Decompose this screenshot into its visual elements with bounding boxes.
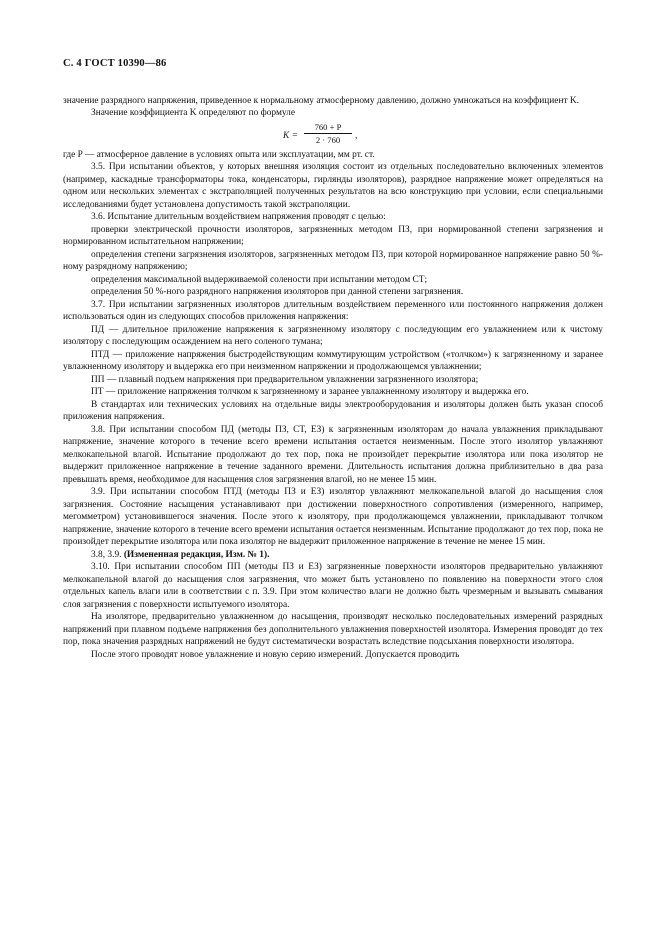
paragraph: проверки электрической прочности изоляторов, загрязненных методом ПЗ, при нормированной степени загрязнения и нормированном испытательном напряжении; xyxy=(63,224,603,247)
paragraph: 3.8. При испытании способом ПД (методы ПЗ, СТ, ЕЗ) к загрязненным изоляторам до начала увлажнения прикладывают напряжение, значение которого в течение всего времени испытания остается неизменным. После этого изолятор увлажняют мелкокапельной влагой. Испытание продолжают до тех пор, пока не произойдет перекрытие изолятора или пока изолятор не выдержит приложенное напряжение в течение заданного времени. Длительность испытания должна приблизительно в два раза превышать время, необходимое для насыщения слоя загрязнения влагой, но не менее 15 мин. xyxy=(63,424,603,485)
paragraph: 3.9. При испытании способом ПТД (методы ПЗ и ЕЗ) изолятор увлажняют мелкокапельной влагой до насыщения слоя загрязнения. Состояние насыщения устанавливают при достижении поверхностного сопротивления (измеренного, например, мегомметром) установившегося значения. После этого к изолятору, при продолжающемся увлажнении, прикладывают толчком напряжение, значение которого в течение всего времени испытания остается неизменным. Испытание продолжают до тех пор, пока не произойдет перекрытие изолятора или пока изолятор не выдержит приложенное напряжение в течение не менее 15 мин. xyxy=(63,487,603,547)
amendment-label: (Измененная редакция, Изм. № 1). xyxy=(123,549,270,560)
paragraph: определения степени загрязнения изоляторов, загрязненных методом ПЗ, при которой нормированное напряжение равно 50 %-ному разрядному напряжению; xyxy=(63,249,603,272)
paragraph: определения максимальной выдерживаемой солености при испытании методом СТ; xyxy=(91,274,428,285)
paragraph: 3.6. Испытание длительным воздействием напряжения проводят с целью: xyxy=(91,212,386,222)
paragraph: 3.10. При испытании способом ПП (методы ПЗ и ЕЗ) загрязненные поверхности изоляторов предварительно увлажняют мелкокапельной влагой до насыщения слоя загрязнения, что может быть установлено по появлению на поверхности этого слоя отдельных капель влаги или в соответствии с п. 3.9. При этом количество влаги не должно быть чрезмерным и вызывать смывания слоя загрязнения с поверхности испытуемого изолятора. xyxy=(63,562,603,610)
paragraph: Значение коэффициента K определяют по формуле xyxy=(91,108,295,118)
formula xyxy=(63,122,603,148)
formula-tail: , xyxy=(355,130,358,141)
page-header: С. 4 ГОСТ 10390—86 xyxy=(63,58,167,69)
amendment-ref: 3.8, 3.9. xyxy=(91,549,122,560)
paragraph: где P — атмосферное давление в условиях опыта или эксплуатации, мм рт. ст. xyxy=(63,149,375,160)
paragraph: На изоляторе, предварительно увлажненном до насыщения, производят несколько последовательных измерений разрядных напряжений при плавном подъеме напряжения без дополнительного увлажнения поверхностей изолятора. Измерения проводят до тех пор, пока значения разрядных напряжений не будут систематически возрастать вследствие подсыхания поверхности изолятора. xyxy=(63,612,603,647)
paragraph: ПТД — приложение напряжения быстродействующим коммутирующим устройством («толчком») к загрязненному и заранее увлажненному изолятору и выдержка его при неизменном напряжении и продолжающемся увлажнении; xyxy=(63,349,603,372)
document-page xyxy=(63,58,603,661)
paragraph: 3.5. При испытании объектов, у которых внешняя изоляция состоит из отдельных последовательно включенных элементов (например, каскадные трансформаторы тока, конденсаторы, гирлянды изоляторов), разрядное напряжение может определяться на одном или нескольких элементах с экстраполяцией полученных результатов на всю конструкцию при условии, если специальными исследованиями будет установлена допустимость такой экстраполяции. xyxy=(63,162,603,210)
formula-lhs: K = xyxy=(283,130,298,141)
paragraph: ПТ — приложение напряжения толчком к загрязненному и заранее увлажненному изолятору и выдержка его. xyxy=(91,387,529,397)
formula-numerator: 760 + P xyxy=(304,122,352,134)
paragraph: В стандартах или технических условиях на отдельные виды электрооборудования и изоляторы должен быть указан способ приложения напряжения. xyxy=(63,399,603,422)
paragraph: значение разрядного напряжения, приведенное к нормальному атмосферному давлению, должно умножаться на коэффициент K. xyxy=(63,95,580,106)
formula-denominator: 2 · 760 xyxy=(315,134,341,145)
paragraph: После этого проводят новое увлажнение и новую серию измерений. Допускается проводить xyxy=(91,649,460,660)
paragraph: 3.7. При испытании загрязненных изоляторов длительным воздействием переменного или постоянного напряжения должен использоваться один из следующих способов приложения напряжения: xyxy=(63,299,603,322)
paragraph: определения 50 %-ного разрядного напряжения изоляторов при данной степени загрязнения. xyxy=(91,287,464,297)
amendment-note xyxy=(63,549,603,562)
paragraph: ПД — длительное приложение напряжения к загрязненному изолятору с последующим его увлажнением или к чистому изолятору с последующим осаждением на него соленого тумана; xyxy=(63,324,603,347)
paragraph: ПП — плавный подъем напряжения при предварительном увлажнении загрязненного изолятора; xyxy=(91,374,479,385)
formula-fraction xyxy=(304,122,352,145)
